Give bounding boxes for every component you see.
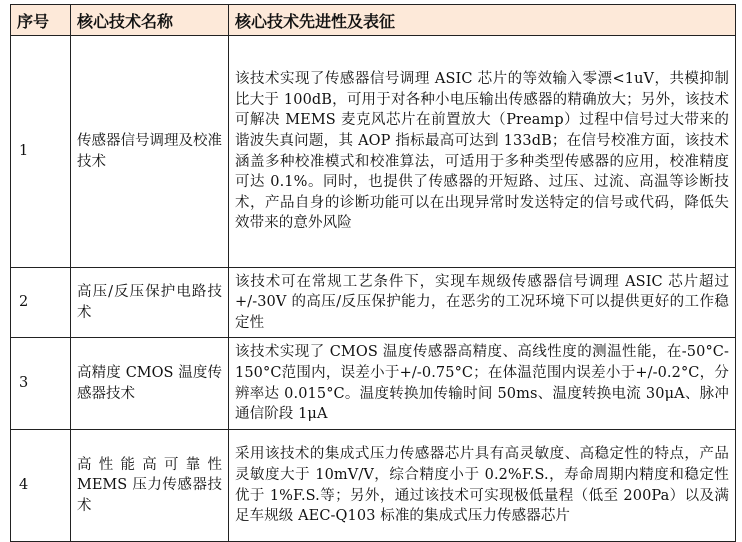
- row-index: 4: [11, 430, 71, 542]
- row-tech-name: 高精度 CMOS 温度传感器技术: [71, 338, 229, 430]
- header-row: [11, 5, 736, 36]
- table-row: [11, 430, 736, 542]
- header-tech-name: 核心技术名称: [71, 5, 229, 36]
- row-tech-desc: 该技术实现了 CMOS 温度传感器高精度、高线性度的测温性能，在-50°C-150°C范围内，误差小于+/-0.75°C；在体温范围内误差小于+/-0.2°C，分辨率达 0.015°C。温度转换加传输时间 50ms、温度转换电流 30μA、脉冲通信阶段 1μA: [229, 338, 736, 430]
- header-index: 序号: [11, 5, 71, 36]
- table-row: [11, 268, 736, 338]
- row-index: 2: [11, 268, 71, 338]
- row-index: 1: [11, 36, 71, 268]
- row-tech-desc: 该技术实现了传感器信号调理 ASIC 芯片的等效输入零漂<1uV，共模抑制比大于 100dB，可用于对各种小电压输出传感器的精确放大；另外，该技术可解决 MEMS 麦克风芯片在前置放大（Preamp）过程中信号过大带来的谐波失真问题，其 AOP 指标最高可达到 133dB；在信号校准方面，该技术涵盖多种校准模式和校准算法，可适用于多种类型传感器的应用，校准精度可达 0.1%。同时，也提供了传感器的开短路、过压、过流、高温等诊断技术，产品自身的诊断功能可以在出现异常时发送特定的信号或代码，降低失效带来的意外风险: [229, 36, 736, 268]
- row-tech-name: 传感器信号调理及校准技术: [71, 36, 229, 268]
- row-tech-desc: 该技术可在常规工艺条件下，实现车规级传感器信号调理 ASIC 芯片超过+/-30V 的高压/反压保护能力，在恶劣的工况环境下可以提供更好的工作稳定性: [229, 268, 736, 338]
- row-index: 3: [11, 338, 71, 430]
- header-tech-advantage: 核心技术先进性及表征: [229, 5, 736, 36]
- row-tech-name: 高压/反压保护电路技术: [71, 268, 229, 338]
- core-technology-table: [10, 4, 736, 542]
- row-tech-name: 高性能高可靠性 MEMS 压力传感器技术: [71, 430, 229, 542]
- table-row: [11, 338, 736, 430]
- row-tech-desc: 采用该技术的集成式压力传感器芯片具有高灵敏度、高稳定性的特点，产品灵敏度大于 10mV/V，综合精度小于 0.2%F.S.，寿命周期内精度和稳定性优于 1%F.S.等；另外，通过该技术可实现极低量程（低至 200Pa）以及满足车规级 AEC-Q103 标准的集成式压力传感器芯片: [229, 430, 736, 542]
- table-row: [11, 36, 736, 268]
